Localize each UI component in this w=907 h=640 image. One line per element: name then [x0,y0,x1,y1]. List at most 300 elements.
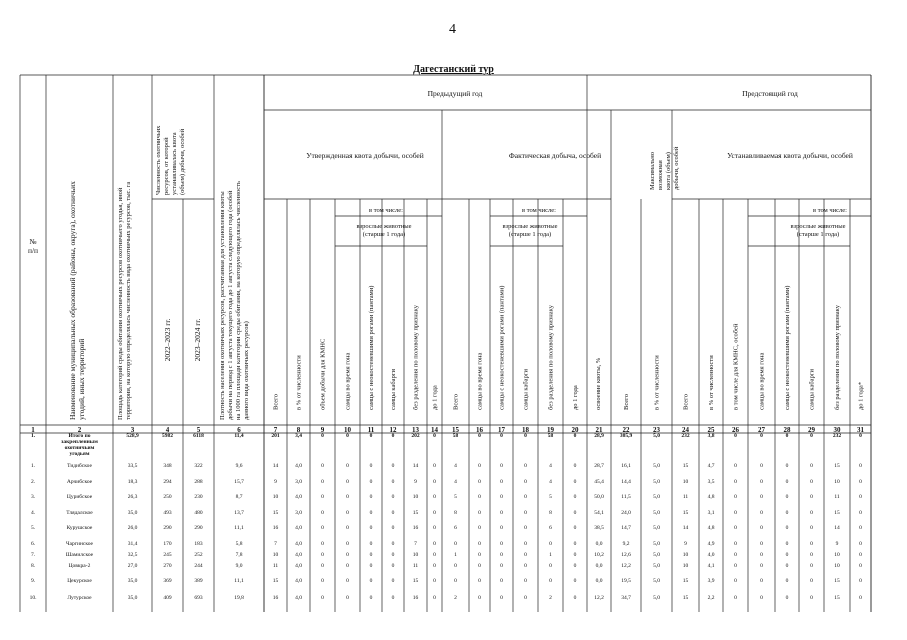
row-cell: 0 [785,463,789,469]
row-cell: 14,4 [621,479,631,485]
row-cell: 24,0 [621,510,631,516]
row-cell: 15 [682,578,689,584]
row-cell: 252 [194,552,203,558]
row-cell: 0 [391,525,395,531]
row-cell: 0 [478,463,481,469]
row-cell: 0 [321,563,324,569]
row-cell: 34,7 [621,595,631,601]
header-utilization: освоение квоты, % [595,357,602,410]
row-cell: 0 [859,578,862,584]
row-cell: 0 [785,578,789,584]
row-name: Цовкра-2 [68,563,91,569]
row-cell: 16 [272,595,279,601]
total-row-cell: 0 [810,433,813,439]
row-cell: 14,7 [621,525,631,531]
row-cell: 0 [785,494,789,500]
row-cell: 0 [760,552,763,558]
total-row-cell: 6118 [193,433,204,439]
row-cell: 0 [478,541,481,547]
row-cell: 32,5 [127,552,138,558]
row-cell: 0 [500,510,503,516]
row-name: Арчибское [66,479,93,485]
row-cell: 26,0 [127,525,138,531]
row-cell: 12,2 [621,563,631,569]
row-cell: 1 [549,552,552,558]
header-horns-next: самцы с неокостеневшими рогами (пантами) [784,285,791,410]
row-cell: 0 [859,494,862,500]
total-row-cell: 0 [346,433,349,439]
column-number: 10 [344,426,351,434]
row-cell: 3,5 [707,479,715,485]
total-row-cell: 11,4 [234,433,244,439]
row-cell: 0 [573,494,577,500]
row-cell: 9. [30,578,36,584]
column-number: 11 [367,426,375,434]
row-cell: 4,0 [295,552,302,558]
row-name: Цекурское [67,578,92,584]
row-cell: 4,8 [707,525,715,531]
column-number: 19 [547,426,554,434]
row-cell: 245 [163,552,172,558]
row-cell: 0 [369,563,373,569]
row-cell: 5,0 [653,494,660,500]
row-cell: 0 [346,525,349,531]
total-row-cell: 0 [760,433,763,439]
row-cell: 4,0 [295,563,302,569]
column-number: 23 [653,426,660,434]
row-cell: 0 [346,541,349,547]
header-musk-next: самцы кабарги [808,369,816,410]
row-cell: 0 [391,563,395,569]
row-cell: 0 [433,510,436,516]
row-cell: 0 [321,595,324,601]
row-cell: 5,0 [653,595,660,601]
row-cell: 0 [810,525,813,531]
column-number: 8 [296,426,301,434]
row-cell: 0 [346,479,349,485]
row-cell: 5,0 [653,563,660,569]
row-cell: 1 [454,552,457,558]
total-row-cell: 0 [859,433,862,439]
row-cell: 0 [391,541,395,547]
row-cell: 0 [573,578,577,584]
row-cell: 5,0 [653,541,660,547]
row-cell: 10,2 [594,552,604,558]
row-cell: 270 [163,563,172,569]
header-horns-fact: самцы с неокостеневшими рогами (пантами) [498,285,506,410]
row-cell: 0 [478,578,481,584]
row-cell: 0 [573,563,577,569]
row-cell: 10 [834,552,840,558]
header-pct-max: в % от численности [653,355,661,410]
column-number: 27 [758,426,765,434]
row-cell: 290 [163,525,172,531]
header-horns-prev: самцы с неокостеневшими рогами (пантами) [368,285,375,410]
row-cell: 15 [834,463,840,469]
total-row-cell: 0 [785,433,789,439]
row-cell: 4,0 [295,494,302,500]
row-cell: 0 [859,525,862,531]
row-cell: 0 [478,563,481,569]
row-cell: 0 [524,552,527,558]
row-cell: 0 [760,510,763,516]
row-cell: 0 [391,494,395,500]
row-cell: 9,6 [235,463,243,469]
row-cell: 322 [194,463,203,469]
total-row-cell: 0 [391,433,395,439]
row-cell: 12,6 [621,552,631,558]
row-cell: 409 [163,595,172,601]
row-cell: 0 [734,479,737,485]
column-number: 17 [498,426,505,434]
header-area: Площадь категорий среды обитания охотничьих ресурсов охотничьего угодья, инойтерритории, на которую определялась численность вида охотничьих ресурсов, тыс. га [117,181,132,420]
row-cell: 10 [272,494,279,500]
row-cell: 0 [346,595,349,601]
row-cell: 183 [194,541,203,547]
column-number: 6 [237,426,241,434]
row-cell: 35,0 [127,595,138,601]
column-number: 25 [707,426,715,434]
row-cell: 4,0 [707,552,715,558]
row-cell: 35,0 [127,578,138,584]
row-cell: 5,0 [653,552,660,558]
column-number: 30 [833,426,841,434]
column-number: 14 [431,426,438,434]
row-cell: 10 [682,479,689,485]
row-cell: 16 [272,525,279,531]
row-cell: 50,0 [594,494,604,500]
page-number: 4 [449,22,456,37]
row-cell: 0 [734,595,737,601]
row-cell: 9 [414,479,417,485]
row-cell: 0 [433,479,436,485]
row-cell: 15 [834,578,840,584]
row-cell: 14 [682,525,689,531]
row-cell: 15 [834,510,840,516]
row-cell: 0 [346,463,349,469]
row-cell: 5 [549,494,552,500]
row-name: Чаргинское [65,541,94,547]
header-max-quota: Максимальновозможнаяквота (объем)добычи, особей [649,146,680,190]
row-cell: 10 [412,552,419,558]
row-cell: 19,5 [621,578,631,584]
row-cell: 0 [369,552,373,558]
row-cell: 16 [412,525,419,531]
header-pct-next: в % от численности [708,355,715,410]
header-kmns-prev: объем добычи для КМНС [319,338,327,410]
row-cell: 0 [734,552,737,558]
row-cell: 244 [194,563,203,569]
row-cell: 0 [573,510,577,516]
row-cell: 27,0 [127,563,138,569]
row-cell: 0 [524,595,527,601]
total-row-cell: 58 [452,433,459,439]
row-cell: 6 [549,525,552,531]
row-cell: 15 [834,595,840,601]
row-name: Цурибское [66,494,93,500]
total-row-name: Итого по закрепленным охотничьим угодьям [61,433,98,457]
header-adults-fact: взрослые животные (старше 1 года) [502,223,558,238]
row-cell: 0 [859,479,862,485]
row-cell: 0 [500,578,503,584]
row-cell: 5,8 [235,541,243,547]
header-nosex-prev: без разделения по половому признаку [412,305,420,410]
column-number: 9 [320,426,325,434]
row-cell: 0 [369,541,373,547]
row-cell: 0 [734,494,737,500]
header-total-max: Всего [623,394,630,410]
table-title: Дагестанский тур [413,64,494,75]
column-number: 28 [783,426,791,434]
column-number: 2 [77,426,82,434]
row-cell: 3,0 [295,510,302,516]
header-prev-year: Предыдущий год [427,89,483,98]
header-adults-next: взрослые животные (старше 1 года) [790,223,846,238]
total-row-cell: 0 [573,433,577,439]
row-cell: 7,8 [235,552,243,558]
row-cell: 4. [30,510,36,516]
row-name: Лутурское [67,595,92,601]
row-cell: 0 [433,541,436,547]
row-cell: 0 [433,595,436,601]
row-cell: 0 [321,525,324,531]
row-cell: 0 [321,510,324,516]
total-row-cell: 202 [411,433,420,439]
row-cell: 0 [760,563,763,569]
row-cell: 4,1 [707,563,715,569]
row-cell: 7 [414,541,417,547]
row-cell: 0 [810,541,813,547]
row-cell: 0 [734,510,737,516]
row-cell: 0 [391,578,395,584]
row-cell: 0 [369,494,373,500]
row-cell: 0 [573,525,577,531]
row-cell: 2 [454,595,457,601]
total-row-cell: 28,9 [594,433,604,439]
row-cell: 294 [163,479,172,485]
row-cell: 0 [478,494,481,500]
row-cell: 31,4 [127,541,138,547]
row-cell: 0 [785,595,789,601]
row-cell: 1. [30,463,36,469]
total-row-cell: 5,0 [653,433,660,439]
row-cell: 11 [412,563,419,569]
row-cell: 18,3 [127,479,138,485]
row-cell: 2 [549,595,552,601]
total-row-cell: 0 [369,433,373,439]
row-cell: 0 [391,552,395,558]
header-set-quota: Устанавливаемая квота добычи, особей [727,151,853,160]
total-row-cell: 305,9 [619,433,633,439]
row-cell: 0 [573,595,577,601]
total-row-cell: 0 [500,433,503,439]
row-cell: 4 [549,479,552,485]
row-cell: 0 [478,479,481,485]
row-cell: 7. [30,552,36,558]
header-rut-prev: самцы во время гона [344,352,352,410]
row-cell: 0 [549,563,552,569]
row-cell: 0 [433,563,436,569]
row-cell: 3,1 [707,510,715,516]
row-cell: 0 [760,525,763,531]
row-cell: 11 [682,494,689,500]
row-cell: 0 [346,510,349,516]
row-cell: 3,0 [295,479,302,485]
row-cell: 0 [433,494,436,500]
row-cell: 0 [859,463,862,469]
header-total-next: Всего [682,394,690,410]
row-cell: 389 [194,578,203,584]
row-cell: 4,0 [295,525,302,531]
total-row-cell: 201 [271,433,280,439]
row-cell: 0 [369,510,373,516]
row-cell: 0 [785,541,789,547]
total-row-cell: 1. [30,433,36,439]
row-cell: 6 [454,525,457,531]
column-number: 5 [196,426,201,434]
row-cell: 0 [433,525,436,531]
row-cell: 11,5 [621,494,631,500]
row-cell: 4,0 [295,463,302,469]
row-cell: 0 [810,463,813,469]
row-cell: 9,2 [622,541,630,547]
row-cell: 480 [194,510,203,516]
row-cell: 0 [734,525,737,531]
row-cell: 14 [272,463,279,469]
header-rut-next: самцы во время гона [758,352,766,410]
row-cell: 0 [478,510,481,516]
row-cell: 0 [346,552,349,558]
row-cell: 0 [524,541,527,547]
row-cell: 16 [412,595,419,601]
header-actual-harvest: Фактическая добыча, особей [508,151,602,160]
row-cell: 0 [321,463,324,469]
total-row-cell: 232 [832,433,842,439]
row-cell: 0 [785,525,789,531]
row-cell: 0 [391,463,395,469]
header-count-group: Численность охотничьихресурсов, от которойустанавливалась квота(объем) добычи, особей [155,125,186,195]
row-cell: 0 [785,552,789,558]
row-cell: 0 [500,595,503,601]
row-cell: 0 [524,525,527,531]
row-cell: 11,1 [234,525,244,531]
row-cell: 290 [194,525,203,531]
header-under1-prev: до 1 года [431,385,439,410]
row-cell: 0 [369,595,373,601]
row-cell: 0 [524,563,527,569]
row-cell: 5,0 [653,525,660,531]
row-cell: 54,1 [594,510,604,516]
row-cell: 0 [859,541,862,547]
header-nosex-next: без разделения по половому признаку [834,305,841,410]
row-cell: 2,2 [707,595,715,601]
header-name: Наименование муниципальных образований (районы, округа), охотничьихугодий, иных территорий [68,181,86,420]
total-row-cell: 3,4 [295,433,302,439]
row-cell: 0 [785,479,789,485]
total-row-cell: 58 [547,433,554,439]
row-cell: 10 [834,563,840,569]
row-cell: 9 [835,541,839,547]
row-cell: 369 [163,578,172,584]
row-cell: 0 [549,578,552,584]
row-cell: 0 [321,479,324,485]
row-cell: 10 [834,479,840,485]
row-cell: 15 [412,578,419,584]
row-cell: 0 [573,552,577,558]
row-cell: 15 [682,463,689,469]
row-cell: 15 [272,578,279,584]
row-cell: 0 [859,510,862,516]
row-cell: 26,3 [127,494,138,500]
row-cell: 5. [30,525,36,531]
header-under1-fact: до 1 года [572,385,579,410]
row-cell: 4,9 [707,541,715,547]
row-cell: 0 [524,578,527,584]
row-cell: 0 [454,563,457,569]
row-cell: 2. [30,479,36,485]
row-cell: 38,5 [594,525,604,531]
row-cell: 11 [272,563,279,569]
row-cell: 0 [760,494,763,500]
row-cell: 0 [346,494,349,500]
row-cell: 8 [549,510,552,516]
header-adults-prev: взрослые животные (старше 1 года) [356,223,412,238]
row-cell: 0 [433,578,436,584]
row-cell: 0 [500,541,503,547]
row-cell: 0 [785,510,789,516]
row-cell: 7 [274,541,277,547]
row-cell: 5,0 [653,578,660,584]
row-cell: 33,5 [127,463,138,469]
row-cell: 0 [524,479,527,485]
header-density: Плотность населения охотничьих ресурсов, рассчитанная для установления квотыдобычи на период с 1 августа текущего года до 1 августа следующего года (особейна 1000 га площади категории среды обитания, на которую определялась численностьданного вида охотничьих ресурсов) [219,181,250,420]
row-cell: 0 [433,552,436,558]
row-cell: 0 [478,525,481,531]
column-number: 26 [732,426,739,434]
row-cell: 0 [500,494,503,500]
row-cell: 0 [859,595,862,601]
row-cell: 0 [346,563,349,569]
row-cell: 0 [478,595,481,601]
header-total-prev: Всего [272,394,280,410]
row-cell: 348 [163,463,172,469]
row-cell: 0 [321,541,324,547]
header-approved-quota: Утвержденная квота добычи, особей [306,151,424,160]
row-name: Шамилское [65,552,94,558]
row-cell: 0 [810,595,813,601]
row-cell: 288 [194,479,203,485]
column-number: 1 [31,426,35,434]
header-total-fact: Всего [452,394,460,410]
column-number: 3 [130,426,135,434]
row-cell: 0 [369,578,373,584]
row-cell: 15 [682,595,689,601]
row-cell: 0 [369,463,373,469]
total-row-cell: 5982 [162,433,173,439]
row-cell: 0 [321,494,324,500]
row-cell: 35,0 [127,510,138,516]
row-cell: 0 [760,541,763,547]
row-cell: 0 [500,563,503,569]
total-row-cell: 0 [478,433,481,439]
row-cell: 4,0 [295,578,302,584]
column-number: 4 [165,426,170,434]
row-cell: 8 [454,510,457,516]
column-number: 20 [571,426,579,434]
row-cell: 0 [500,463,503,469]
row-cell: 0 [734,541,737,547]
row-cell: 9 [684,541,687,547]
